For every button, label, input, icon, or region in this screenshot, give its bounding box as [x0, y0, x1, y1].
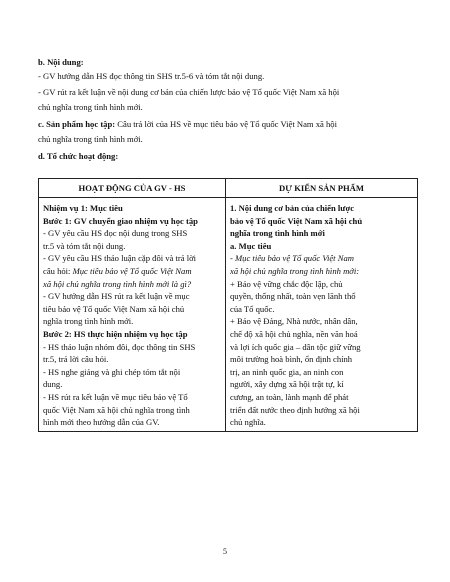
left-line: - HS thảo luận nhóm đôi, đọc thông tin SHS — [43, 341, 196, 352]
step1-title: Bước 1: GV chuyển giao nhiệm vụ học tập — [43, 215, 198, 226]
objective-question: - Mục tiêu bảo vệ Tổ quốc Việt Nam — [230, 253, 354, 264]
right-line: triển đất nước theo định hướng xã hội — [230, 404, 360, 415]
right-line: môi trường hoà bình, ổn định chính — [230, 354, 353, 365]
table-row — [39, 198, 418, 432]
left-text: câu hỏi: — [43, 265, 73, 276]
content-heading: 1. Nội dung cơ bản của chiến lược — [230, 203, 355, 213]
section-c-paragraph — [38, 118, 418, 130]
left-line: nghĩa trong tình hình mới. — [43, 316, 134, 327]
left-question-text: xã hội chủ nghĩa trong tình hình mới là gì? — [43, 278, 192, 289]
right-line: cương, an toàn, lành mạnh để phát — [230, 391, 349, 402]
left-line: - HS nghe giảng và ghi chép tóm tắt nội — [43, 366, 181, 377]
left-line: tiêu bảo vệ Tổ quốc Việt Nam xã hội chủ — [43, 303, 185, 314]
section-b-line1: - GV hướng dẫn HS đọc thông tin SHS tr.5-6 và tóm tắt nội dung. — [38, 71, 265, 81]
section-c-text-b: chủ nghĩa trong tình hình mới. — [38, 134, 143, 144]
left-line: tr.5, trả lời câu hỏi. — [43, 354, 109, 365]
col-header-teacher-student: HOẠT ĐỘNG CỦA GV - HS — [39, 179, 226, 198]
left-line: - GV yêu cầu HS thảo luận cặp đôi và trả lời — [43, 253, 197, 264]
right-line: quyền, thống nhất, toàn vẹn lãnh thổ — [230, 291, 356, 302]
right-line: người, xây dựng xã hội trật tự, kỉ — [230, 379, 344, 390]
left-line: dung. — [43, 379, 63, 390]
teacher-student-activities-cell — [39, 198, 226, 432]
left-line: - GV yêu cầu HS đọc nội dung trong SHS — [43, 228, 188, 239]
right-line: và lợi ích quốc gia – dân tộc giữ vững — [230, 341, 361, 352]
col-header-expected-product: DỰ KIẾN SẢN PHẨM — [226, 179, 418, 198]
left-line: tr.5 và tóm tắt nội dung. — [43, 240, 126, 251]
subheading-objective: a. Mục tiêu — [230, 240, 272, 251]
section-b-line2b: chủ nghĩa trong tình hình mới. — [38, 102, 143, 112]
expected-product-cell — [226, 198, 418, 432]
objective-question: xã hội chủ nghĩa trong tình hình mới: — [230, 265, 360, 276]
left-line: quốc Việt Nam xã hội chủ nghĩa trong tình — [43, 404, 190, 415]
section-b-line2a: - GV rút ra kết luận về nội dung cơ bản của chiến lược bảo vệ Tổ quốc Việt Nam xã hội — [38, 87, 340, 97]
section-b-heading: b. Nội dung: — [38, 57, 84, 67]
content-heading: nghĩa trong tình hình mới — [230, 228, 325, 239]
content-heading: bảo vệ Tổ quốc Việt Nam xã hội chủ — [230, 215, 363, 226]
task-title: Nhiệm vụ 1: Mục tiêu — [43, 203, 123, 213]
step2-title: Bước 2: HS thực hiện nhiệm vụ học tập — [43, 328, 188, 339]
right-line: chế độ xã hội chủ nghĩa, nền văn hoá — [230, 328, 358, 339]
left-line — [43, 265, 221, 278]
left-question-text: Mục tiêu bảo vệ Tổ quốc Việt Nam — [72, 265, 192, 276]
left-line: - GV hướng dẫn HS rút ra kết luận về mục — [43, 291, 190, 302]
section-c-text-a: Câu trả lời của HS về mục tiêu bảo vệ Tổ quốc Việt Nam xã hội — [115, 119, 337, 129]
table-header-row — [39, 179, 418, 198]
page-number: 5 — [223, 547, 227, 556]
left-line: hình mới theo hướng dẫn của GV. — [43, 417, 160, 428]
right-line: của Tổ quốc. — [230, 303, 275, 314]
section-d-heading: d. Tổ chức hoạt động: — [38, 151, 119, 161]
right-line: trị, an ninh quốc gia, an ninh con — [230, 366, 344, 377]
section-c-heading: c. Sản phẩm học tập: — [38, 119, 116, 129]
left-line: - HS rút ra kết luận về mục tiêu bảo vệ Tổ — [43, 391, 188, 402]
right-line: + Bảo vệ Đảng, Nhà nước, nhân dân, — [230, 316, 358, 327]
activity-table — [38, 178, 418, 432]
right-line: chủ nghĩa. — [230, 417, 266, 428]
right-line: + Bảo vệ vững chắc độc lập, chủ — [230, 278, 343, 289]
